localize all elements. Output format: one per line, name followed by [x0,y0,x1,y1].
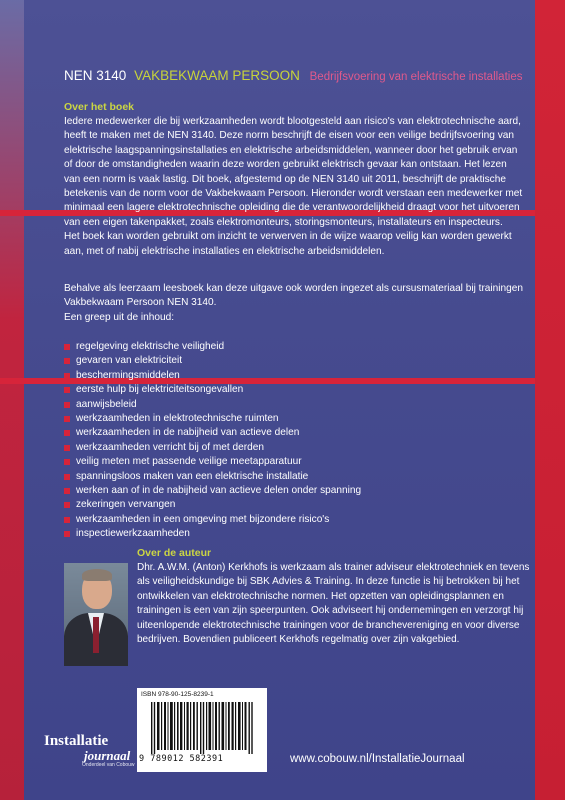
text-line: trainingen is een van zijn speerpunten. Ook adviseert hij ondernemingen en verzorgt hij [137,605,524,617]
list-item-text: inspectiewerkzaamheden [76,528,190,540]
list-item-text: werkzaamheden in elektrotechnische ruimten [76,412,279,424]
text-line: uiteenlopende elektrotechnische trainingen voor de branchevereniging en voor diverse [137,619,520,631]
bullet-marker [64,358,70,364]
isbn-label: ISBN 978-90-125-8239-1 [141,691,214,698]
text-line: heeft te maken met de NEN 3140. Deze norm beschrijft de eisen voor een veilige bedrijfsvoering van [64,130,514,142]
cover-left-edge [0,0,24,800]
bullet-marker [64,344,70,350]
barcode-icon [151,702,255,754]
list-item [64,441,361,455]
text-line: Een greep uit de inhoud: [64,311,174,323]
list-item-text: zekeringen vervangen [76,499,176,511]
text-line: elektrische laagspanningsinstallaties en elektrische arbeidsmiddelen, wanneer door het gebruik ervan [64,144,518,156]
bullet-marker [64,402,70,408]
list-item [64,369,361,383]
list-item [64,513,361,527]
list-item-text: spanningsloos maken van een elektrische installatie [76,470,309,482]
logo-line2: journaal [84,748,131,763]
list-item-text: werkzaamheden verricht bij of met derden [76,441,264,453]
author-photo [64,563,128,666]
bullet-marker [64,474,70,480]
list-item-text: beschermingsmiddelen [76,369,180,381]
list-item-text: werkzaamheden in een omgeving met bijzondere risico's [76,513,330,525]
bullet-marker [64,445,70,451]
text-line: aan, met of nabij elektrische installaties en elektrische arbeidsmiddelen. [64,245,385,257]
bullet-marker [64,531,70,537]
list-item [64,455,361,469]
isbn-barcode-box [137,688,267,772]
list-item [64,383,361,397]
list-item [64,398,361,412]
about-author-heading: Over de auteur [137,547,212,559]
list-item [64,412,361,426]
photo-hair [82,569,112,581]
bullet-marker [64,373,70,379]
text-line: of door de omstandigheden waarin deze worden gebruikt elektrisch gevaar kan ontstaan. Het lezen [64,159,507,171]
bullet-marker [64,416,70,422]
list-item-text: aanwijsbeleid [76,398,137,410]
cover-right-edge [535,0,565,800]
text-line: betekenis van de norm voor de Vakbekwaam Persoon. Hieronder wordt verstaan een medewerker met [64,187,523,199]
list-item [64,527,361,541]
text-line: bedrijven. Bovendien publiceert Kerkhofs regelmatig over zijn vakgebied. [137,633,460,645]
list-item [64,470,361,484]
text-line: Vakbekwaam Persoon NEN 3140. [64,297,217,309]
bullet-marker [64,488,70,494]
text-line: Het boek kan worden gebruikt om inzicht te verwerven in de wijze waarop veilig kan worden gewerkt [64,231,512,243]
intro-text [64,282,523,325]
logo-tagline: Onderdeel van Cobouw [82,762,135,768]
list-item [64,484,361,498]
bullet-marker [64,430,70,436]
text-line: als veiligheidskundige bij SBK Advies & Training. In deze functie is hij betrokken bij het [137,576,520,588]
list-item-text: veilig meten met passende veilige meetapparatuur [76,456,302,468]
text-line: minimaal een lagere elektrotechnische opleiding die de verantwoordelijkheid draagt voor het uitvoeren [64,202,520,214]
list-item-text: regelgeving elektrische veiligheid [76,341,225,352]
text-line: ontwikkelen van elektrotechnische normen. Het opzetten van opleidingsplannen en [137,590,504,602]
about-author-text [137,561,529,647]
text-line: van een eigen takenpakket, zoals elektromonteurs, storingsmonteurs, installateurs en inspecteurs. [64,216,503,228]
bullet-marker [64,459,70,465]
barcode-number: 9 789012 582391 [139,754,224,764]
list-item-text: eerste hulp bij elektriciteitsongevallen [76,384,244,396]
publisher-website: www.cobouw.nl/InstallatieJournaal [290,753,465,765]
bullet-marker [64,517,70,523]
text-line: Behalve als leerzaam leesboek kan deze uitgave ook worden ingezet als cursusmateriaal bij trainingen [64,283,523,294]
bullet-marker [64,387,70,393]
list-item [64,354,361,368]
about-book-text [64,115,522,259]
photo-tie [93,617,99,653]
series-label: NEN 3140 [64,68,127,83]
logo-line1: Installatie [44,733,109,749]
text-line: van een norm is vaak lastig. Dit boek, afgestemd op de NEN 3140 uit 2011, beschrijft de praktische [64,173,506,185]
list-item-text: werkzaamheden in de nabijheid van actieve delen [76,427,300,439]
list-item-text: gevaren van elektriciteit [76,355,183,367]
publisher-logo [44,734,135,768]
contents-list [64,340,361,541]
bullet-marker [64,502,70,508]
subtitle: Bedrijfsvoering van elektrische installaties [309,71,523,83]
list-item-text: werken aan of in de nabijheid van actieve delen onder spanning [76,484,362,496]
text-line: Dhr. A.W.M. (Anton) Kerkhofs is werkzaam als trainer adviseur elektrotechniek en tevens [137,562,530,573]
list-item [64,498,361,512]
list-item [64,340,361,354]
subject-title: VAKBEKWAAM PERSOON [134,68,300,83]
about-book-heading: Over het boek [64,101,135,113]
list-item [64,426,361,440]
cover-header [64,68,522,83]
text-line: Iedere medewerker die bij werkzaamheden wordt blootgesteld aan risico's van elektrotechnische aard, [64,116,521,127]
